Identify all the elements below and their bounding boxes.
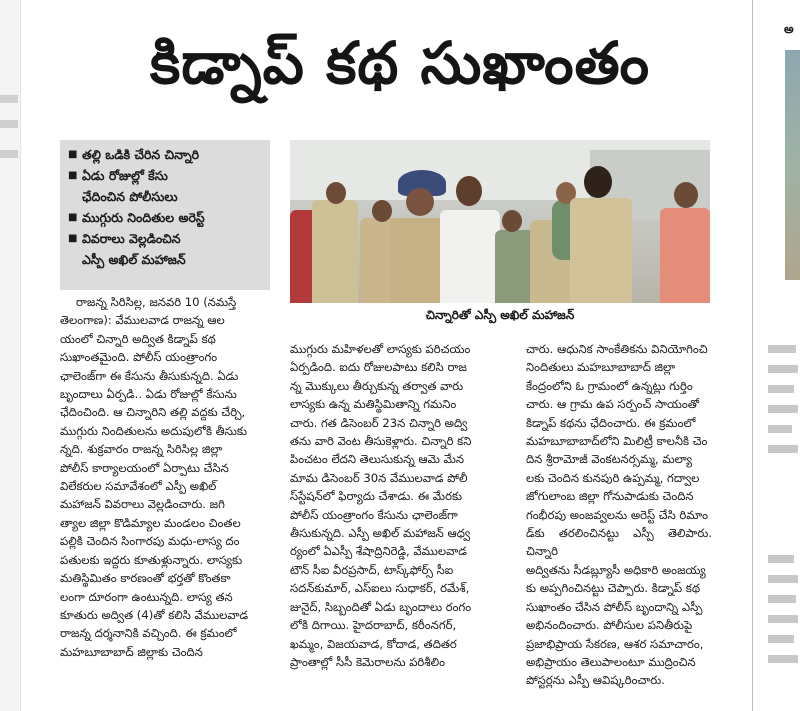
text-line: గంభీరపు అంజవ్వలను అరెస్ట్ చేసి రిమాం	[526, 507, 709, 522]
text-line: స్‌స్టేషన్‌లో ఫిర్యాదు చేశాడు. ఈ మేరకు	[290, 489, 463, 504]
text-line: ముగ్గురు మహిళలతో లాస్యకు పరిచయం	[290, 342, 471, 356]
text-line: కూతురు అద్విత (4)తో కలిసి వేములవాడ	[60, 607, 249, 622]
news-photo	[290, 140, 710, 303]
text-line: ఖమ్మం, విజయవాడ, కోదాడ, తదితర	[290, 636, 457, 651]
text-line: ప్రాంతాల్లో సీసీ కెమెరాలను పరిశీలిం	[290, 654, 445, 669]
bullet-icon: ■	[68, 149, 78, 160]
text-line: చారు. గత డిసెంబర్ 23న చిన్నారి అద్వి	[290, 415, 468, 430]
text-line: మహబూబాబాద్ జిల్లాకు చెందిన	[60, 644, 203, 659]
text-line: నిందితులు మహబూబాబాద్ జిల్లా	[526, 360, 676, 375]
text-line: లకు చెందిన కునపురి ఉప్పమ్మ, గద్వాల	[526, 470, 700, 485]
text-line: ఛాలెంజ్‌గా ఈ కేసును తీసుకున్నది. ఏడు	[60, 368, 239, 383]
article-column-3	[526, 340, 712, 690]
text-line: ప్రజాభిప్రాయ సేకరణ, ఆశర సమాచారం,	[526, 636, 704, 651]
text-line: లాస్యకు ఉన్న మతిస్థిమితాన్ని గమనిం	[290, 397, 457, 412]
text-line: న్నది. శుక్రవారం రాజన్న సిరిసిల్ల జిల్లా	[60, 442, 223, 457]
text-line: మతిస్థిమితం కారణంతో భర్తతో కొంతకా	[60, 571, 231, 586]
text-line: లోకి దిగాయి. హైదరాబాద్, కరీంనగర్,	[290, 618, 457, 633]
text-line: దిన శ్రీరామోజీ వెంకటనర్సమ్మ, మల్యా	[526, 452, 693, 467]
highlight-item: ■ ముగ్గురు నిందితుల అరెస్ట్	[68, 210, 205, 225]
text-line: పించటం లేదని తెలుసుకున్న ఆమె మేన	[290, 452, 465, 467]
text-line: కిడ్నాప్ కథను ఛేదించారు. ఈ క్రమంలో	[526, 415, 696, 430]
highlight-item: ■ తల్లి ఒడికి చేరిన చిన్నారి	[68, 147, 200, 162]
photo-caption: చిన్నారితో ఎస్పీ అఖిల్ మహాజన్	[425, 308, 575, 322]
highlight-item-continued: ఎస్పీ అఖిల్ మహాజన్	[82, 252, 186, 267]
text-line: సుఖాంతమైంది. పోలీస్ యంత్రాంగం	[60, 350, 218, 365]
text-line: పల్లికి చెందిన సింగారపు మధు-లాస్య దం	[60, 534, 240, 549]
text-line: డ్‌కు తరలించినట్టు ఎస్పీ తెలిపారు. చిన్నారి	[526, 526, 712, 559]
text-line: అభినందించారు. పోలీసుల పనితీరుపై	[526, 618, 693, 633]
article-column-2	[290, 340, 518, 671]
highlight-item: ■ వివరాలు వెల్లడించిన	[68, 231, 181, 246]
text-line: పతులకు ఇద్దరు కూతుళ్లున్నారు. లాస్యకు	[60, 552, 243, 567]
headline: కిడ్నాప్ కథ సుఖాంతం	[149, 29, 651, 97]
text-line: న్న మొక్కులు తీర్చుకున్న తర్వాత వారు	[290, 378, 464, 393]
text-line: లంగా దూరంగా ఉంటున్నది. లాస్య తన	[60, 589, 233, 604]
text-line: చారు. ఆధునిక సాంకేతికను వినియోగించి	[526, 342, 708, 356]
text-line: చారు. ఆ గ్రామ ఉప సర్పంచ్ సాయంతో	[526, 397, 700, 412]
bullet-icon: ■	[68, 233, 78, 244]
text-line: అద్వితను సీడబ్ల్యూసీ అధికారి అంజయ్య	[526, 562, 706, 577]
text-line: ర్యంలో ఏఎస్పీ శేషాద్రినిరెడ్డి, వేములవాడ	[290, 544, 467, 559]
text-line: త్యాల జిల్లా కొడిమ్యాల మండలం చింతల	[60, 515, 241, 530]
text-line: జునైద్, సిబ్బందితో ఏడు బృందాలు రంగం	[290, 599, 472, 614]
text-line: సదన్‌కుమార్, ఎస్‌ఐలు సుధాకర్, రమేశ్,	[290, 581, 470, 596]
text-line: పోలీస్ యంత్రాంగం కేసును ఛాలెంజ్‌గా	[290, 507, 458, 522]
text-line: కు అప్పగించినట్టు చెప్పారు. కిడ్నాప్ కథ	[526, 581, 701, 596]
highlight-item: ■ ఏడు రోజుల్లో కేసు	[68, 168, 168, 183]
text-line: విలేకరుల సమావేశంలో ఎస్పీ అఖిల్	[60, 479, 217, 494]
left-page-edge	[0, 0, 21, 711]
text-line: జోగులాంబ జిల్లా గోనుపాడుకు చెందిన	[526, 489, 694, 504]
highlight-item-continued: ఛేదించిన పోలీసులు	[82, 189, 178, 204]
text-line: యంలో చిన్నారి అద్విత కిడ్నాప్ కథ	[60, 331, 216, 346]
text-line: రాజన్న సిరిసిల్ల, జనవరి 10 (నమస్తే	[76, 295, 237, 309]
text-line: మహాజన్ వివరాలు వెల్లడించారు. జగి	[60, 497, 225, 512]
right-article-title-fragment: అ	[784, 22, 794, 36]
right-article-text-fragments	[760, 0, 800, 711]
text-line: ఛేదించింది. ఆ చిన్నారిని తల్లి వద్దకు చేర్చి,	[60, 405, 246, 420]
text-line: ఏర్పడింది. ఐదు రోజులపాటు కలిసి రాజ	[290, 360, 467, 375]
text-line: అభిప్రాయం తెలుపాలంటూ ముద్రించిన	[526, 654, 696, 669]
article-column-1	[60, 293, 285, 661]
text-line: మామ డిసెంబర్ 30న వేములవాడ పోలీ	[290, 470, 468, 485]
text-line: మహబూబాబాద్‌లోని మిలిట్రీ కాలనీకి చెం	[526, 434, 708, 449]
text-line: పోలీస్ కార్యాలయంలో ఏర్పాటు చేసిన	[60, 460, 229, 475]
text-line: సుఖాంతం చేసిన పోలీస్ బృందాన్ని ఎస్పీ	[526, 599, 703, 614]
text-line: తీసుకున్నది. ఎస్పీ అఖిల్ మహాజన్ ఆధ్వ	[290, 526, 471, 541]
text-line: పోస్టర్లను ఎస్పీ ఆవిష్కరించారు.	[526, 673, 665, 688]
text-line: తెలంగాణ): వేములవాడ రాజన్న ఆల	[60, 313, 225, 328]
column-divider	[752, 0, 753, 711]
text-line: టౌన్ సీఐ వీరప్రసాద్, టాస్క్‌ఫోర్స్ సీఐ	[290, 562, 454, 577]
highlights-box	[60, 140, 270, 290]
text-line: ముగ్గురు నిందితులను అదుపులోకి తీసుకు	[60, 423, 247, 438]
bullet-icon: ■	[68, 212, 78, 223]
text-line: తను వారి వెంట తీసుకెళ్లారు. చిన్నారి కని	[290, 434, 472, 449]
bullet-icon: ■	[68, 170, 78, 181]
text-line: కేంద్రంలోని ఓ గ్రామంలో ఉన్నట్లు గుర్తిం	[526, 378, 693, 393]
text-line: బృందాలు ఏర్పడి.. ఏడు రోజుల్లో కేసును	[60, 387, 237, 402]
text-line: రాజన్న దర్శనానికి వచ్చింది. ఈ క్రమంలో	[60, 626, 237, 641]
